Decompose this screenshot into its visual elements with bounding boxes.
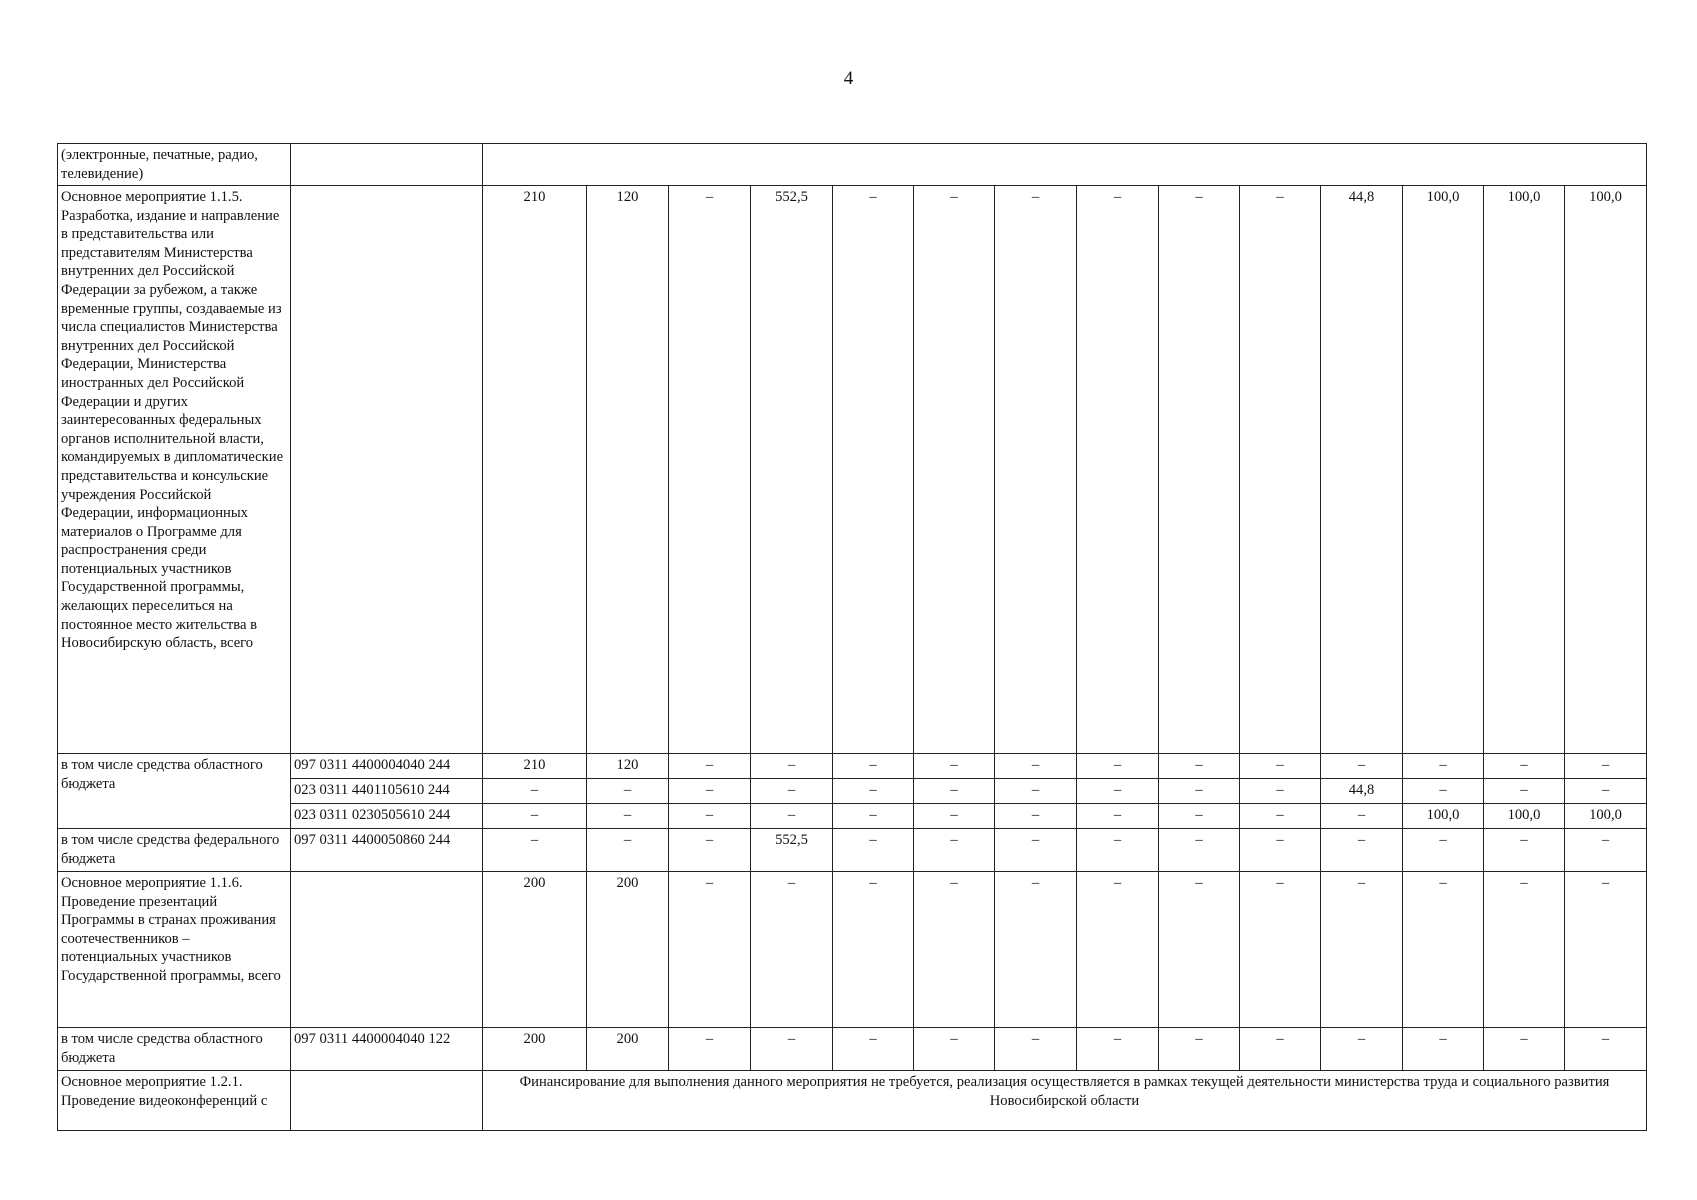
value-cell: 200 bbox=[587, 872, 669, 1028]
value-cell: – bbox=[1240, 1028, 1321, 1071]
value-cell: – bbox=[1240, 829, 1321, 872]
value-cell: – bbox=[1565, 779, 1647, 804]
table-row bbox=[58, 779, 1647, 804]
value-cell: – bbox=[1565, 829, 1647, 872]
value-cell: – bbox=[914, 829, 995, 872]
value-cell: – bbox=[669, 779, 751, 804]
table-row bbox=[58, 804, 1647, 829]
table-row bbox=[58, 754, 1647, 779]
value-cell: – bbox=[1403, 779, 1484, 804]
value-cell: – bbox=[751, 872, 833, 1028]
value-cell: – bbox=[914, 872, 995, 1028]
budget-code-cell: 097 0311 4400004040 244 bbox=[291, 754, 483, 779]
value-cell: – bbox=[1403, 829, 1484, 872]
value-cell: – bbox=[1240, 779, 1321, 804]
value-cell: – bbox=[1321, 754, 1403, 779]
row-description: Основное мероприятие 1.2.1. Проведение видеоконференций с bbox=[58, 1071, 291, 1131]
table-row bbox=[58, 1071, 1647, 1131]
value-cell: – bbox=[1484, 1028, 1565, 1071]
row-description: в том числе средства федерального бюджета bbox=[58, 829, 291, 872]
value-cell: – bbox=[1240, 186, 1321, 754]
value-cell: 210 bbox=[483, 754, 587, 779]
value-cell: – bbox=[1565, 754, 1647, 779]
value-cell: – bbox=[1077, 872, 1159, 1028]
value-cell: – bbox=[1077, 804, 1159, 829]
value-cell: 100,0 bbox=[1403, 186, 1484, 754]
value-cell: – bbox=[1484, 872, 1565, 1028]
value-cell: 120 bbox=[587, 186, 669, 754]
value-cell: – bbox=[833, 754, 914, 779]
budget-table bbox=[57, 143, 1647, 1131]
value-cell: – bbox=[914, 754, 995, 779]
budget-code-cell bbox=[291, 872, 483, 1028]
value-cell: – bbox=[587, 804, 669, 829]
value-cell: – bbox=[1159, 804, 1240, 829]
value-cell: 120 bbox=[587, 754, 669, 779]
value-cell: – bbox=[1159, 779, 1240, 804]
value-cell: – bbox=[995, 754, 1077, 779]
budget-code-cell bbox=[291, 186, 483, 754]
value-cell: 100,0 bbox=[1484, 186, 1565, 754]
value-cell: – bbox=[483, 779, 587, 804]
value-cell: – bbox=[1240, 804, 1321, 829]
value-cell: – bbox=[1240, 872, 1321, 1028]
value-cell: – bbox=[1159, 1028, 1240, 1071]
value-cell: – bbox=[833, 779, 914, 804]
value-cell: – bbox=[483, 829, 587, 872]
value-cell: – bbox=[995, 872, 1077, 1028]
value-cell: – bbox=[1321, 829, 1403, 872]
value-cell: – bbox=[669, 754, 751, 779]
value-cell: – bbox=[995, 779, 1077, 804]
value-cell: – bbox=[1077, 754, 1159, 779]
row-description: в том числе средства областного бюджета bbox=[58, 754, 291, 829]
value-cell: – bbox=[1565, 1028, 1647, 1071]
value-cell: 100,0 bbox=[1565, 186, 1647, 754]
value-cell: – bbox=[1403, 754, 1484, 779]
value-cell: – bbox=[751, 804, 833, 829]
value-cell: – bbox=[587, 829, 669, 872]
value-cell: – bbox=[833, 829, 914, 872]
value-cell: 100,0 bbox=[1565, 804, 1647, 829]
value-cell: – bbox=[669, 829, 751, 872]
values-cell bbox=[483, 144, 1647, 186]
value-cell: – bbox=[914, 779, 995, 804]
table-row bbox=[58, 872, 1647, 1028]
value-cell: – bbox=[669, 804, 751, 829]
budget-code-cell: 097 0311 4400004040 122 bbox=[291, 1028, 483, 1071]
budget-table-body bbox=[58, 144, 1647, 1131]
value-cell: – bbox=[587, 779, 669, 804]
value-cell: – bbox=[1321, 804, 1403, 829]
value-cell: – bbox=[669, 872, 751, 1028]
value-cell: – bbox=[1159, 754, 1240, 779]
value-cell: – bbox=[1565, 872, 1647, 1028]
table-row bbox=[58, 829, 1647, 872]
budget-code-cell: 097 0311 4400050860 244 bbox=[291, 829, 483, 872]
value-cell: – bbox=[833, 804, 914, 829]
table-row bbox=[58, 1028, 1647, 1071]
row-description: (электронные, печатные, радио, телевидение) bbox=[58, 144, 291, 186]
value-cell: 100,0 bbox=[1403, 804, 1484, 829]
value-cell: – bbox=[1403, 1028, 1484, 1071]
budget-code-cell: 023 0311 4401105610 244 bbox=[291, 779, 483, 804]
value-cell: 44,8 bbox=[1321, 186, 1403, 754]
value-cell: 210 bbox=[483, 186, 587, 754]
value-cell: – bbox=[995, 186, 1077, 754]
value-cell: – bbox=[1321, 1028, 1403, 1071]
value-cell: 200 bbox=[587, 1028, 669, 1071]
table-row bbox=[58, 186, 1647, 754]
budget-code-cell bbox=[291, 1071, 483, 1131]
value-cell: – bbox=[1159, 186, 1240, 754]
value-cell: 552,5 bbox=[751, 829, 833, 872]
page-number: 4 bbox=[843, 68, 854, 89]
value-cell: – bbox=[751, 779, 833, 804]
value-cell: 100,0 bbox=[1484, 804, 1565, 829]
value-cell: – bbox=[914, 804, 995, 829]
value-cell: 44,8 bbox=[1321, 779, 1403, 804]
value-cell: – bbox=[1484, 754, 1565, 779]
financing-note: Финансирование для выполнения данного мероприятия не требуется, реализация осуществляется в рамках текущей деятельности министерства труда и социального развития Новосибирской области bbox=[483, 1071, 1647, 1131]
value-cell: – bbox=[483, 804, 587, 829]
value-cell: – bbox=[995, 829, 1077, 872]
table-row bbox=[58, 144, 1647, 186]
row-description: Основное мероприятие 1.1.6. Проведение презентаций Программы в странах проживания соотечественников – потенциальных участников Государственной программы, всего bbox=[58, 872, 291, 1028]
value-cell: – bbox=[1077, 186, 1159, 754]
value-cell: – bbox=[1240, 754, 1321, 779]
value-cell: 552,5 bbox=[751, 186, 833, 754]
budget-code-cell: 023 0311 0230505610 244 bbox=[291, 804, 483, 829]
value-cell: – bbox=[1077, 829, 1159, 872]
value-cell: – bbox=[1159, 829, 1240, 872]
value-cell: – bbox=[669, 186, 751, 754]
row-description: в том числе средства областного бюджета bbox=[58, 1028, 291, 1071]
value-cell: – bbox=[833, 186, 914, 754]
value-cell: – bbox=[1077, 1028, 1159, 1071]
value-cell: – bbox=[914, 1028, 995, 1071]
value-cell: – bbox=[995, 804, 1077, 829]
value-cell: – bbox=[995, 1028, 1077, 1071]
value-cell: – bbox=[1159, 872, 1240, 1028]
value-cell: 200 bbox=[483, 872, 587, 1028]
value-cell: – bbox=[751, 754, 833, 779]
value-cell: – bbox=[833, 1028, 914, 1071]
row-description: Основное мероприятие 1.1.5. Разработка, издание и направление в представительства или представителям Министерства внутренних дел Российской Федерации за рубежом, а также временные группы, создаваемые из числа специалистов Министерства внутренних дел Российской Федерации, Министерства иностранных дел Российской Федерации и других заинтересованных федеральных органов исполнительной власти, командируемых в дипломатические представительства и консульские учреждения Российской Федерации, информационных материалов о Программе для распространения среди потенциальных участников Государственной программы, желающих переселиться на постоянное место жительства в Новосибирскую область, всего bbox=[58, 186, 291, 754]
value-cell: – bbox=[669, 1028, 751, 1071]
value-cell: 200 bbox=[483, 1028, 587, 1071]
value-cell: – bbox=[1077, 779, 1159, 804]
value-cell: – bbox=[1484, 829, 1565, 872]
value-cell: – bbox=[1403, 872, 1484, 1028]
value-cell: – bbox=[1484, 779, 1565, 804]
value-cell: – bbox=[751, 1028, 833, 1071]
value-cell: – bbox=[914, 186, 995, 754]
value-cell: – bbox=[1321, 872, 1403, 1028]
budget-code-cell bbox=[291, 144, 483, 186]
value-cell: – bbox=[833, 872, 914, 1028]
